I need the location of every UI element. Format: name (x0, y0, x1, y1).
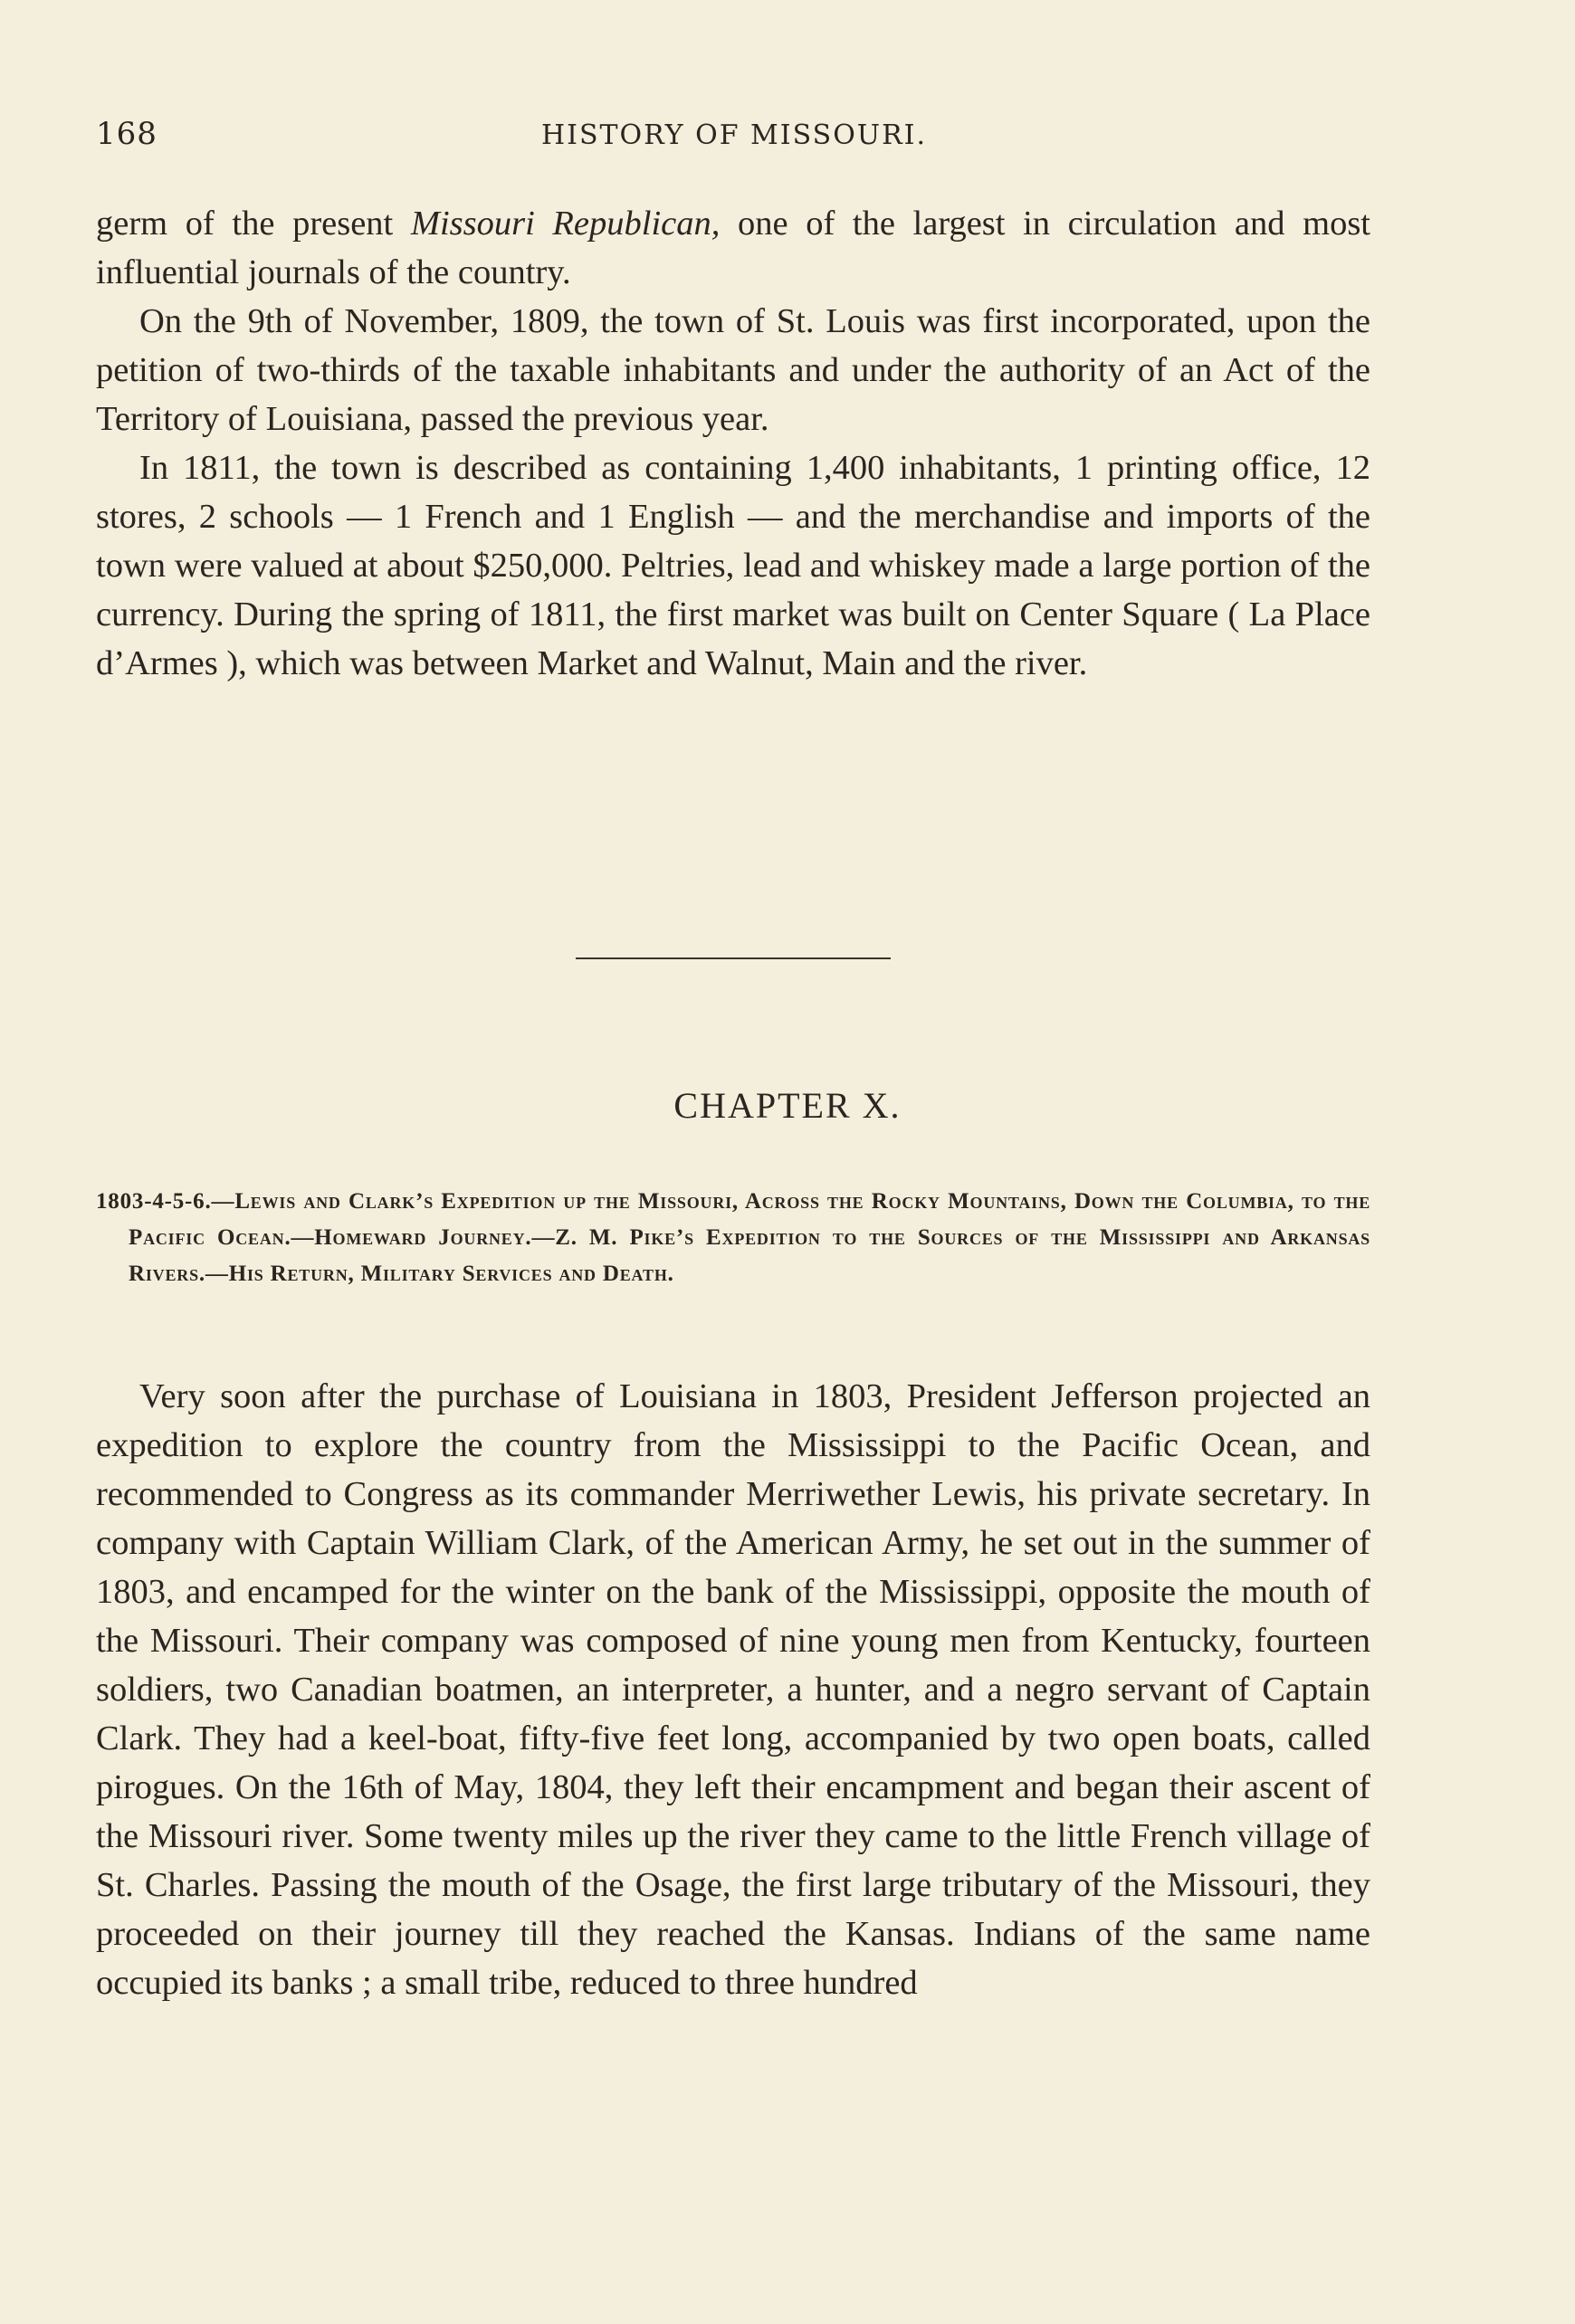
newspaper-title: Missouri Republican, (410, 205, 721, 243)
paragraph-lewis-clark: Very soon after the purchase of Louisiana in 1803, President Jefferson projected an expedition to explore the country from the Mississippi to the Pacific Ocean, and recommended to Congress as its commander Merriwether Lewis, his private secretary. In company with Captain William Clark, of the American Army, he set out in the summer of 1803, and encamped for the winter on the bank of the Mississippi, opposite the mouth of the Missouri. Their company was composed of nine young men from Kentucky, fourteen soldiers, two Canadian boatmen, an interpreter, a hunter, and a negro servant of Captain Clark. They had a keel-boat, fifty-five feet long, accompanied by two open boats, called pirogues. On the 16th of May, 1804, they left their encampment and began their ascent of the Missouri river. Some twenty miles up the river they came to the little French village of St. Charles. Passing the mouth of the Osage, the first large tributary of the Missouri, they proceeded on their journey till they reached the Kansas. Indians of the same name occupied its banks ; a small tribe, reduced to three hundred (96, 1377, 1370, 2002)
chapter-synopsis (96, 1184, 1370, 1292)
page-number: 168 (96, 116, 158, 152)
section-divider (576, 957, 891, 959)
paragraph-incorporation: On the 9th of November, 1809, the town of St. Louis was first incorporated, upon the petition of two-thirds of the taxable inhabitants and under the authority of an Act of the Territory of Louisiana, passed the previous year. (96, 302, 1370, 438)
paragraph-text-before: germ of the present (96, 205, 411, 243)
chapter-title: CHAPTER X. (673, 1085, 902, 1126)
paragraph-text-after: one of the largest in circulation and most influential journals of the country. (96, 205, 1370, 291)
chapter-synopsis-text: 1803-4-5-6.—Lewis and Clark’s Expedition up the Missouri, Across the Rocky Mountains, Down the Columbia, to the Pacific Ocean.—Homeward Journey.—Z. M. Pike’s Expedition to the Sources of the Mississippi and Arkansas Rivers.—His Return, Military Services and Death. (96, 1189, 1370, 1286)
top-text-block (96, 199, 1370, 688)
running-head: HISTORY OF MISSOURI. (540, 119, 928, 151)
page-header (96, 116, 1372, 167)
paragraph-continuation (96, 199, 1370, 297)
main-text-block (96, 1372, 1370, 2007)
paragraph-1811-description: In 1811, the town is described as containing 1,400 inhabitants, 1 printing office, 12 stores, 2 schools — 1 French and 1 English — and the merchandise and imports of the town were valued at about $250,000. Peltries, lead and whiskey made a large portion of the currency. During the spring of 1811, the first market was built on Center Square ( La Place d’Armes ), which was between Market and Walnut, Main and the river. (96, 449, 1370, 682)
